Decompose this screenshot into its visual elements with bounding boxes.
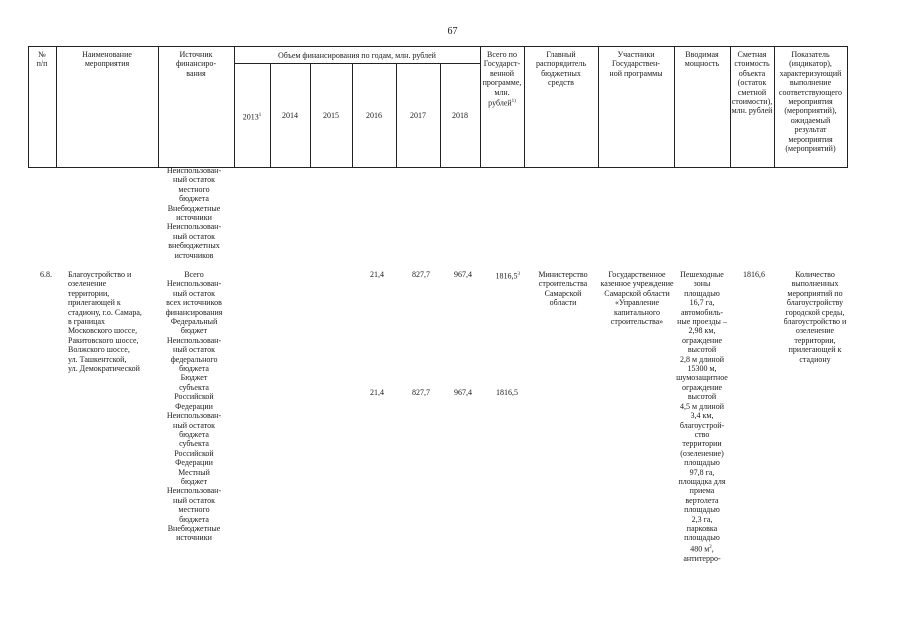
total-2018: 967,4	[454, 270, 472, 279]
header-year-2014: 2014	[282, 111, 298, 120]
total-2016: 21,4	[370, 270, 384, 279]
row-indicator: Количество выполненных мероприятий по благоустройству городской среды, благоустройство и озеленение территории, прилегающей к стадиону	[783, 270, 847, 364]
header-indicator: Показатель (индикатор), характеризующий выполнение соответствующего мероприятия (мероприятий), ожидаемый результат мероприятия (мероприятий)	[778, 50, 843, 154]
total-all: 1816,5$^3$	[495, 271, 520, 281]
col-divider	[234, 47, 235, 167]
header-source: Источник финансиро- вания	[175, 50, 217, 78]
regional-2018: 967,4	[454, 388, 472, 397]
table-header	[28, 46, 848, 168]
header-volume: Объем финансирования по годам, млн. рублей	[278, 51, 436, 60]
row-estimate: 1816,6	[743, 270, 765, 279]
header-year-2013: 2013$^1$	[242, 112, 262, 122]
regional-2016: 21,4	[370, 388, 384, 397]
header-total: Всего по Государст- венной программе, млн. рублей$^{1)}$	[482, 50, 522, 108]
continuation-sources: Неиспользован- ный остаток местного бюджета Внебюджетные источники Неиспользован- ный остаток внебюджетных источников	[166, 166, 222, 260]
row-sources: Всего Неиспользован- ный остаток всех источников финансирования Федеральный бюджет Неиспользован- ный остаток федерального бюджета Бюджет субъекта Российской Федерации Неиспользован- ный остаток бюджета субъекта Российской Федерации Местный бюджет Неиспользован- ный остаток местного бюджета Внебюджетные источники	[165, 270, 223, 543]
header-year-2017: 2017	[410, 111, 426, 120]
header-admin: Главный распорядитель бюджетных средств	[535, 50, 587, 88]
header-participants: Участники Государствен- ной программы	[609, 50, 663, 78]
header-year-2018: 2018	[452, 111, 468, 120]
header-year-2015: 2015	[323, 111, 339, 120]
row-number: 6.8.	[40, 270, 52, 279]
page-number: 67	[447, 26, 458, 37]
header-capacity: Вводимая мощность	[684, 50, 720, 69]
row-capacity: Пешеходные зоны площадью 16,7 га, автомобиль- ные проезды – 2,98 км, ограждение высотой 2,8 м длиной 15300 м, шумозащитное ограждение высотой 4,5 м длиной 3,4 км, благоустрой- ство территории (озеленение) площадью 97,8 га, площадка для приема вертолета площадью 2,3 га, парковка площадью 480 $м^2$, антитерро-	[676, 270, 728, 563]
header-name: Наименование мероприятия	[82, 50, 132, 69]
header-year-2016: 2016	[366, 111, 382, 120]
col-divider	[847, 47, 848, 167]
row-participants: Государственное казенное учреждение Самарской области «Управление капитального строительства»	[600, 270, 674, 327]
subheader-divider	[234, 63, 480, 64]
regional-2017: 827,7	[412, 388, 430, 397]
header-number: № п/п	[36, 50, 48, 69]
regional-total: 1816,5	[496, 388, 518, 397]
row-admin: Министерство строительства Самарской области	[538, 270, 588, 308]
header-estimate: Сметная стоимость объекта (остаток сметной стоимости), млн. рублей	[731, 50, 773, 116]
total-2017: 827,7	[412, 270, 430, 279]
row-name: Благоустройство и озеленение территории, прилегающей к стадиону, г.о. Самара, в границах Московского шоссе, Ракитовского шоссе, Волжского шоссе, ул. Ташкентской, ул. Демократической	[68, 270, 142, 374]
